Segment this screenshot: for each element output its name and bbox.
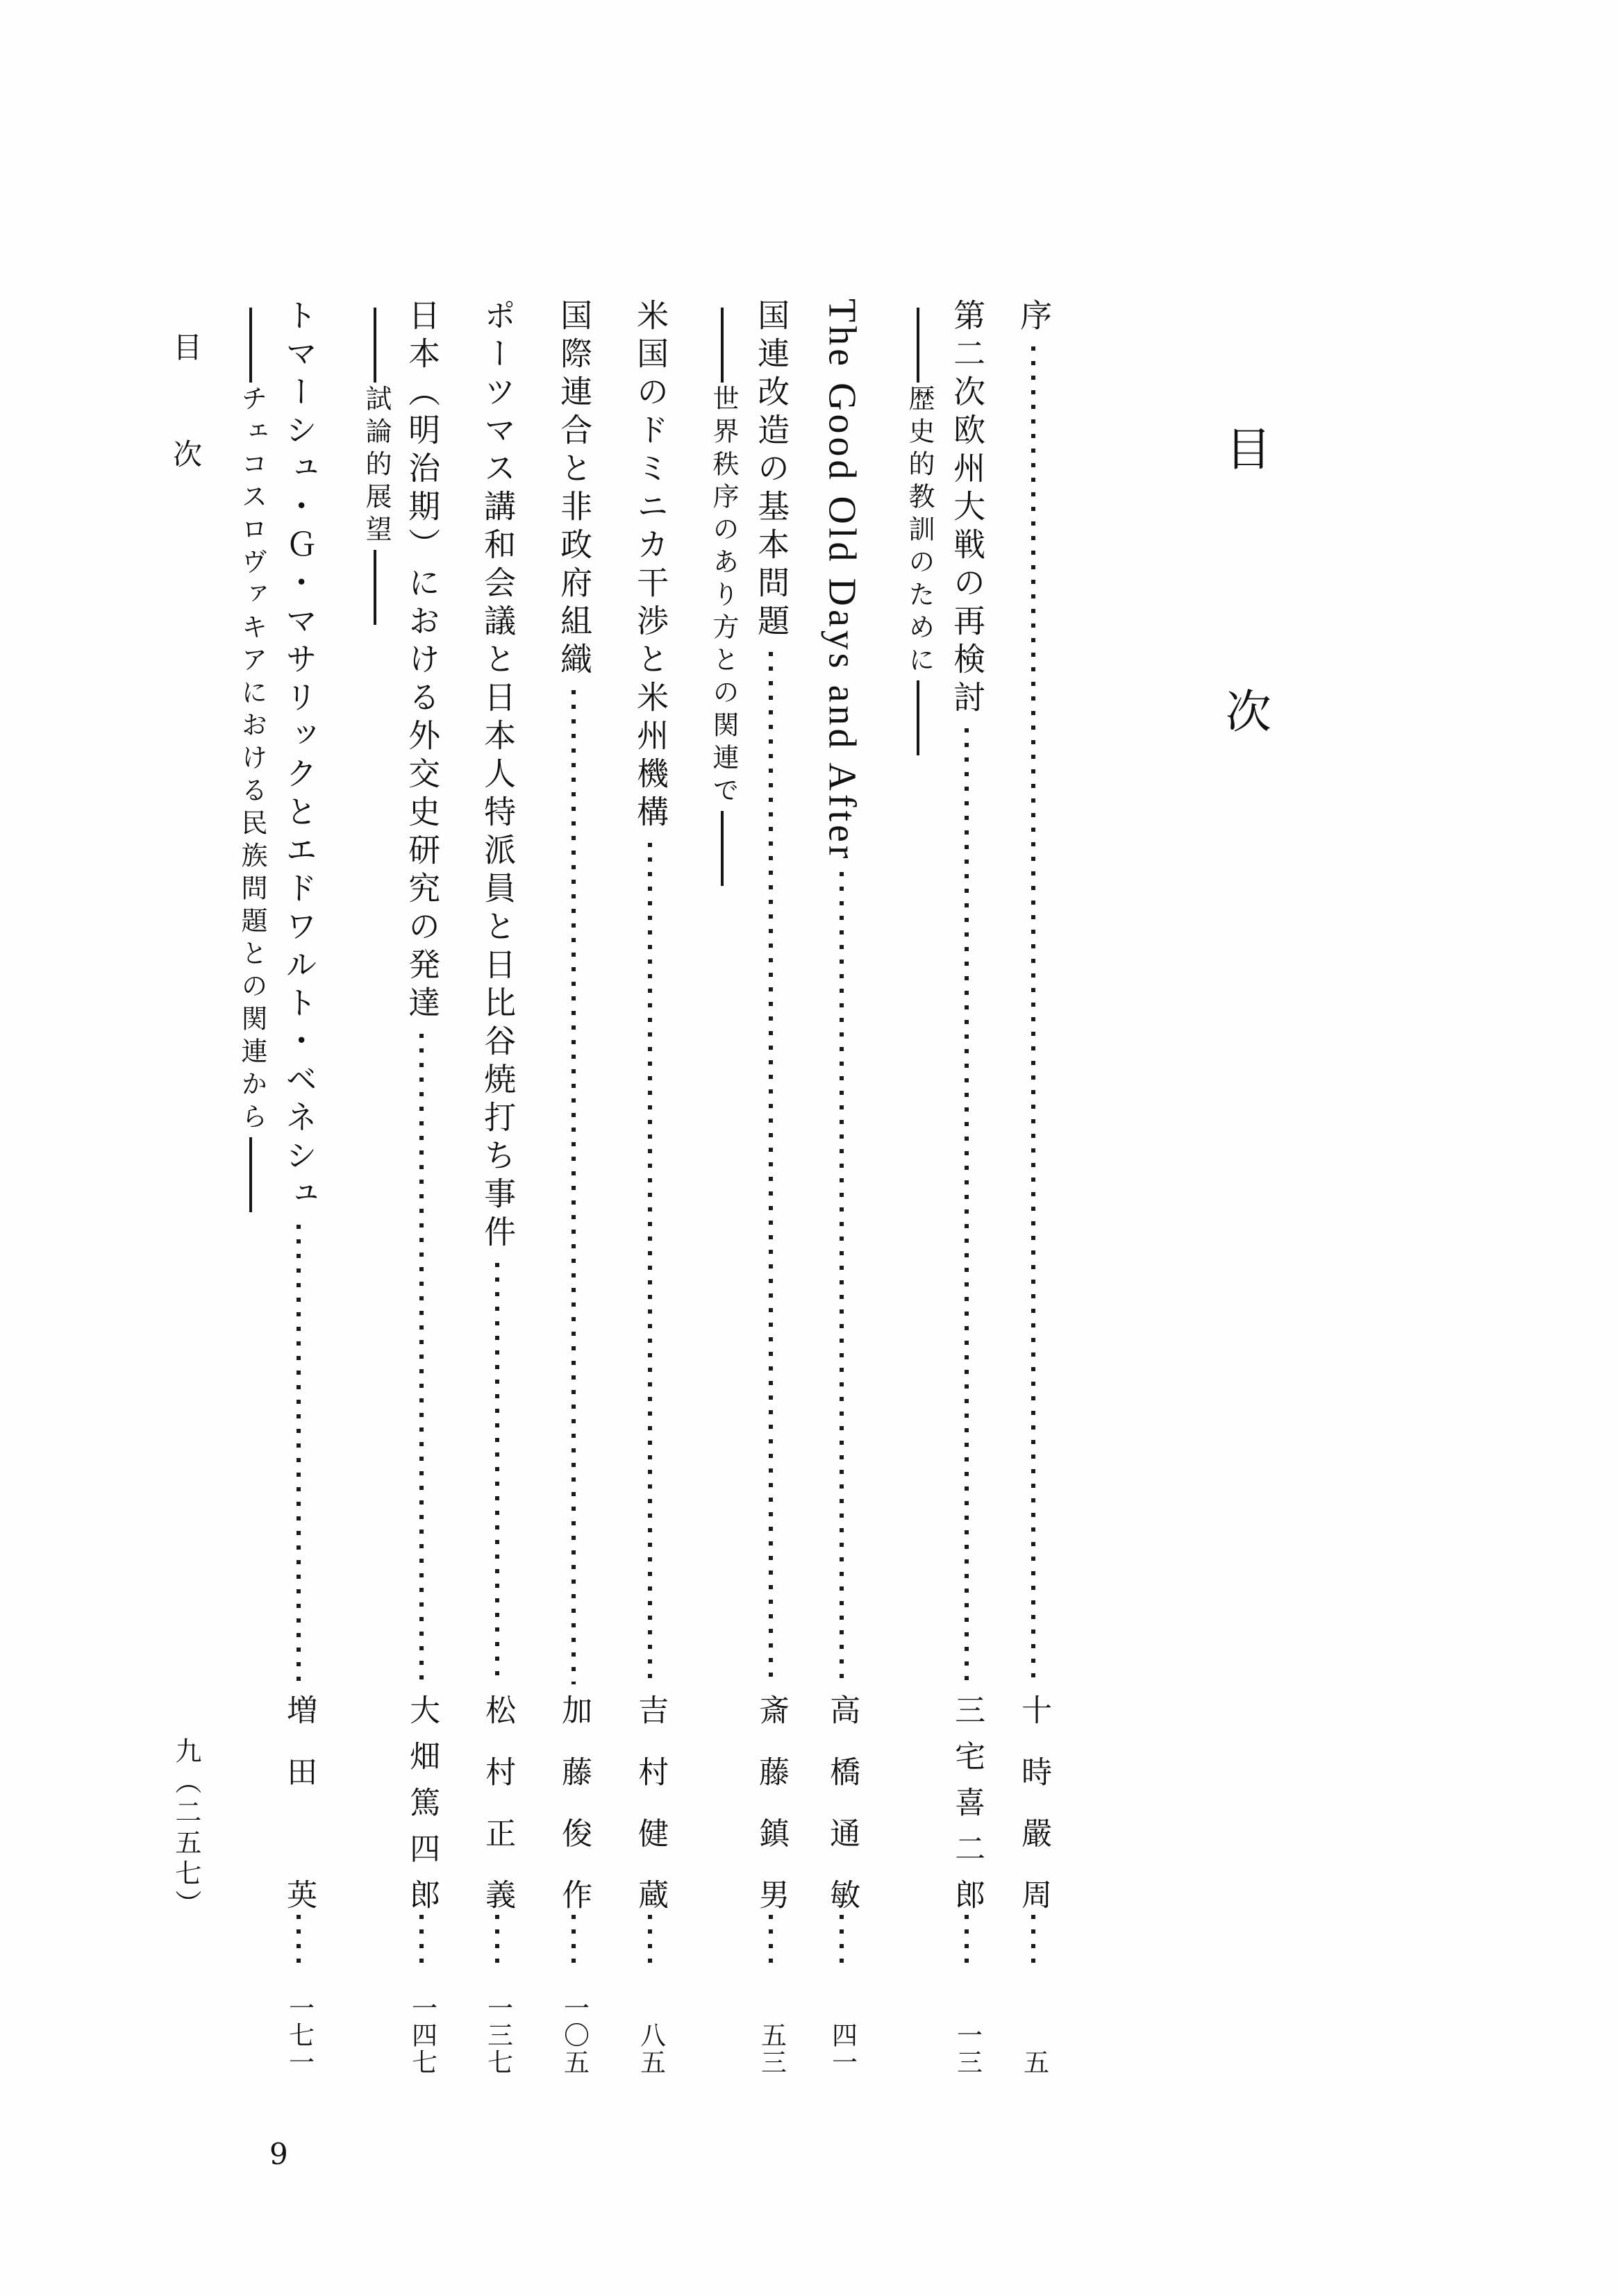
dotted-leader-short [572,1915,576,1973]
dotted-leader [840,872,844,1684]
dotted-leader-short [769,1915,773,1973]
entry-page-number: 一七一 [284,1995,313,2076]
entry-author: 増田 英 [282,1694,317,1909]
entry-title: 国連改造の基本問題 [753,299,790,642]
entry-subtitle-text: チェコスロヴァキアにおける民族問題との関連から [236,385,266,1135]
toc-entry [947,299,986,2076]
entry-title: 国際連合と非政府組織 [556,299,592,680]
toc-entry [402,299,441,2076]
entry-title: 序 [1016,299,1052,337]
page-title: 目次 [1218,425,1269,950]
dotted-leader [419,1034,424,1684]
entry-page-cell [409,1979,435,2076]
entry-subtitle [234,305,267,1214]
entry-author: 加藤俊作 [557,1694,592,1909]
entry-page-number: 四一 [827,2022,856,2076]
folio-note: 九（二五七） [170,1737,200,1920]
dotted-leader-short [495,1915,499,1973]
entry-subtitle-text: 歴史的教訓のために [903,385,933,678]
dotted-leader [297,1225,301,1684]
entry-page-cell [758,1979,784,2076]
entry-title: The Good Old Days and After [820,299,864,862]
dotted-leader-short [648,1915,652,1973]
dotted-leader [572,690,576,1684]
dotted-leader [648,843,652,1684]
entry-author: 斎藤鎮男 [754,1694,789,1909]
entry-author: 大畑篤四郎 [405,1694,440,1909]
toc-entry [478,299,517,2076]
entry-page-cell [637,1979,663,2076]
entry-page-number: 一三七 [483,1995,512,2076]
entry-page-number: 一四七 [407,1995,436,2076]
entry-author: 三宅喜二郎 [950,1694,985,1909]
subtitle-dash-top [374,308,376,383]
entry-title: 日本（明治期）における外交史研究の発達 [404,299,440,1024]
entry-subtitle-text: 試論的展望 [360,385,390,548]
dotted-leader [1031,346,1035,1684]
subtitle-dash-top [917,308,919,383]
entry-page-number: 一三 [952,2022,981,2076]
entry-subtitle [358,305,392,627]
subtitle-dash-bottom [917,680,919,755]
subtitle-dash-top [249,308,252,383]
entry-title: 第二次欧州大戦の再検討 [949,299,985,719]
entry-page-number: 一〇五 [559,1995,588,2076]
subtitle-dash-bottom [249,1137,252,1212]
entry-page-cell [829,1979,855,2076]
dotted-leader-short [840,1915,844,1973]
entry-page-cell [485,1979,510,2076]
entry-subtitle [706,305,739,888]
toc-entry [820,299,864,2076]
dotted-leader-short [1031,1915,1035,1973]
entry-subtitle-text: 世界秩序のあり方との関連で [708,385,737,809]
dotted-leader [495,1263,499,1684]
toc-entry [554,299,593,2076]
page-number: 9 [269,2137,288,2171]
toc-entry [631,299,669,2076]
entry-page-number: 八五 [635,2022,665,2076]
toc-entry [751,299,790,2076]
subtitle-dash-top [721,308,724,383]
dotted-leader-short [297,1915,301,1973]
entry-author: 高橋通敏 [825,1694,860,1909]
entry-author: 松村正義 [481,1694,515,1909]
toc-entry [279,299,318,2076]
dotted-leader [769,652,773,1684]
entry-page-cell [286,1979,312,2076]
dotted-leader [965,728,969,1684]
entry-page-number: 五三 [756,2022,785,2076]
dotted-leader-short [965,1915,969,1973]
entry-page-number: 五 [1019,2049,1048,2076]
running-head: 目次 [169,332,201,546]
toc-entry [1014,299,1053,2076]
dotted-leader-short [419,1915,424,1973]
entry-author: 吉村健蔵 [633,1694,668,1909]
entry-title: 米国のドミニカ干渉と米州機構 [633,299,669,833]
entry-page-cell [561,1979,587,2076]
entry-title: トマーシュ・Ｇ・マサリックとエドワルト・ベネシュ [281,299,317,1215]
subtitle-dash-bottom [374,550,376,625]
subtitle-dash-bottom [721,811,724,886]
entry-page-cell [1021,1979,1046,2076]
entry-subtitle [901,305,935,757]
entry-author: 十時嚴周 [1017,1694,1051,1909]
entry-page-cell [954,1979,980,2076]
entry-title: ポーツマス講和会議と日本人特派員と日比谷焼打ち事件 [480,299,516,1253]
